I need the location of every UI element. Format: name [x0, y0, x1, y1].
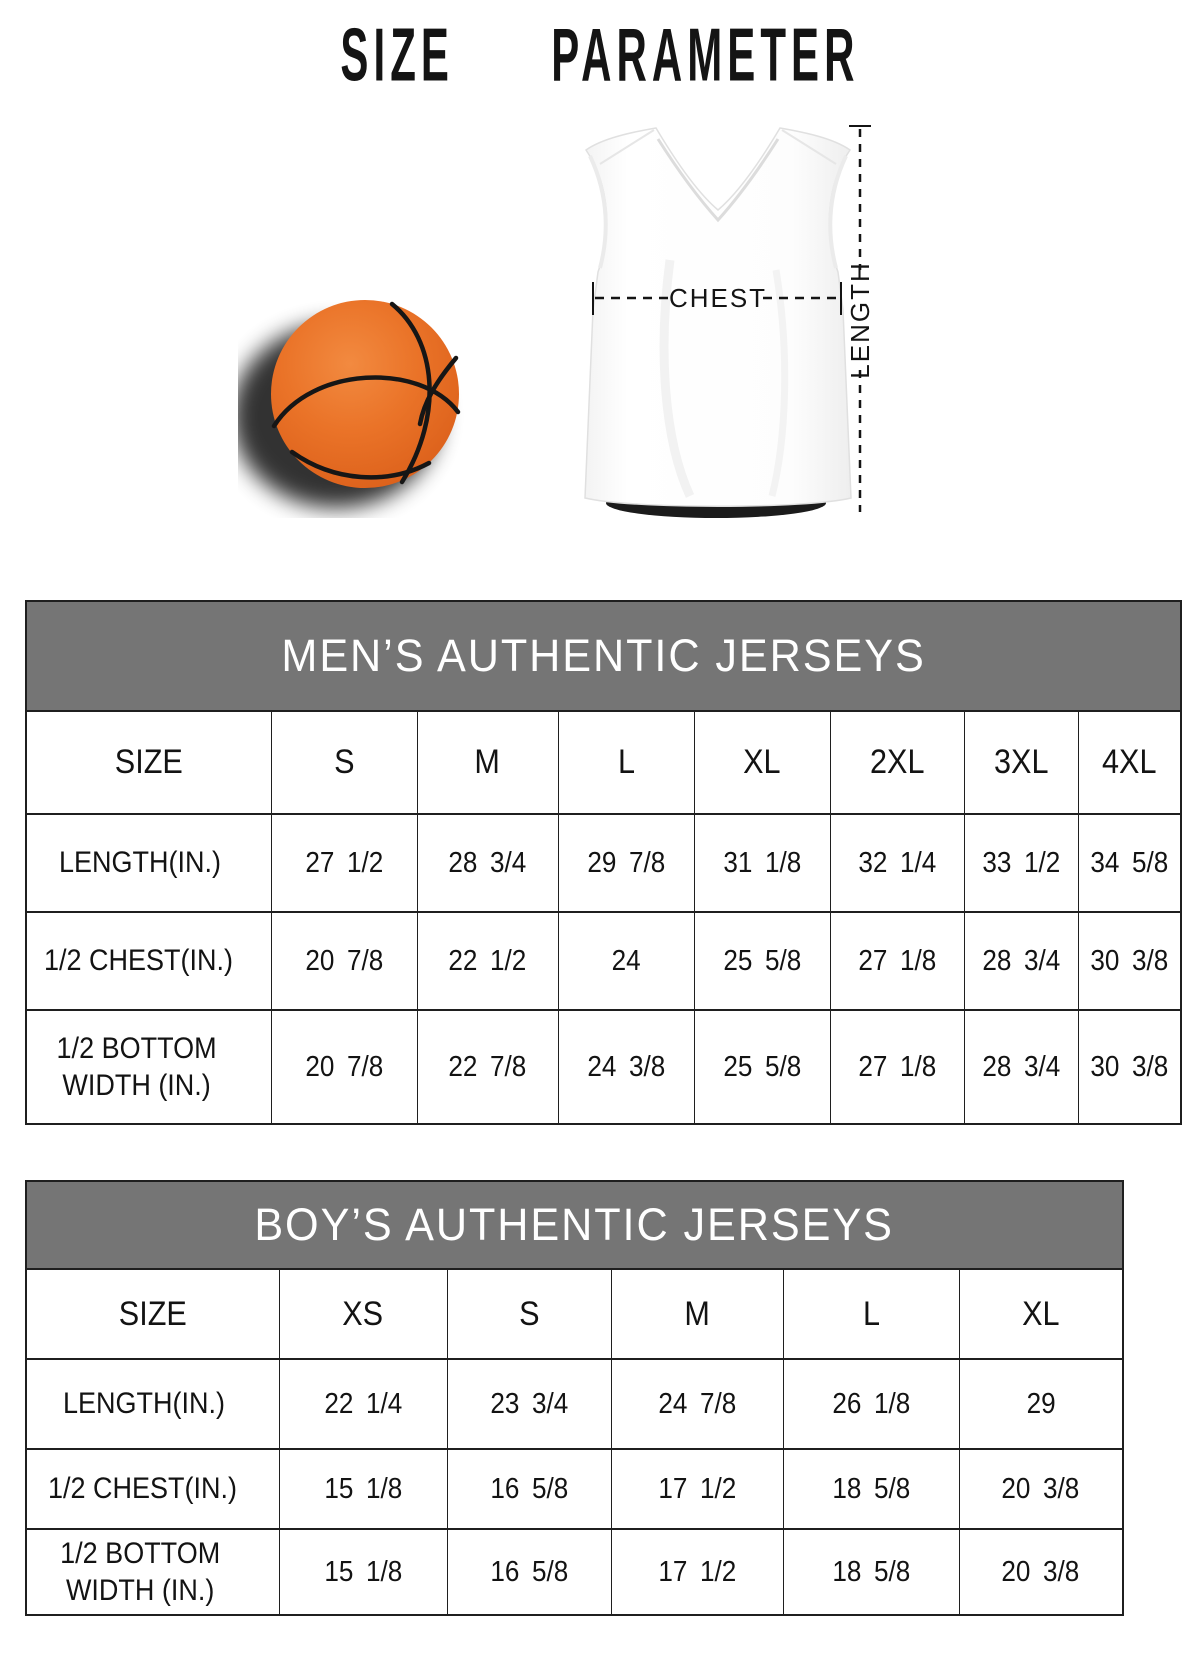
row-label-cell: LENGTH(IN.)	[26, 814, 271, 912]
size-value-cell: 27 1/2	[271, 814, 417, 912]
size-column-header: 2XL	[830, 711, 964, 814]
size-column-header: XL	[959, 1269, 1123, 1359]
size-value-cell: 28 3/4	[964, 912, 1078, 1010]
size-value-cell: 20 3/8	[959, 1449, 1123, 1529]
mens-size-table	[25, 600, 1182, 1125]
size-column-header: L	[783, 1269, 959, 1359]
size-label-cell: SIZE	[26, 1269, 279, 1359]
jersey-front-diagram	[548, 110, 910, 524]
row-label-cell: 1/2 BOTTOM WIDTH (IN.)	[26, 1010, 271, 1124]
size-value-cell: 18 5/8	[783, 1529, 959, 1615]
table-row	[26, 1181, 1123, 1269]
length-label: LENGTH	[845, 261, 875, 379]
table-row	[26, 1529, 1123, 1615]
size-value-cell: 16 5/8	[447, 1449, 611, 1529]
basketball-image	[238, 256, 500, 518]
row-label-cell: LENGTH(IN.)	[26, 1359, 279, 1449]
size-value-cell: 17 1/2	[611, 1529, 783, 1615]
size-column-header: S	[447, 1269, 611, 1359]
size-value-cell: 31 1/8	[694, 814, 830, 912]
size-column-header: XS	[279, 1269, 447, 1359]
size-value-cell: 20 7/8	[271, 912, 417, 1010]
size-value-cell: 22 1/4	[279, 1359, 447, 1449]
row-label-cell: 1/2 CHEST(IN.)	[26, 1449, 279, 1529]
size-value-cell: 18 5/8	[783, 1449, 959, 1529]
jersey-body	[585, 128, 851, 506]
size-column-header: 4XL	[1078, 711, 1181, 814]
table-row	[26, 912, 1181, 1010]
boys-table-title: BOY’S AUTHENTIC JERSEYS	[26, 1181, 1123, 1269]
size-value-cell: 29 7/8	[558, 814, 694, 912]
size-label-cell: SIZE	[26, 711, 271, 814]
size-value-cell: 30 3/8	[1078, 1010, 1181, 1124]
size-value-cell: 25 5/8	[694, 1010, 830, 1124]
size-value-cell: 30 3/8	[1078, 912, 1181, 1010]
row-label-cell: 1/2 BOTTOM WIDTH (IN.)	[26, 1529, 279, 1615]
size-value-cell: 32 1/4	[830, 814, 964, 912]
row-label-cell: 1/2 CHEST(IN.)	[26, 912, 271, 1010]
size-value-cell: 33 1/2	[964, 814, 1078, 912]
size-value-cell: 22 7/8	[417, 1010, 558, 1124]
chest-label: CHEST	[668, 283, 768, 313]
size-value-cell: 28 3/4	[964, 1010, 1078, 1124]
size-value-cell: 24 7/8	[611, 1359, 783, 1449]
boys-size-table	[25, 1180, 1124, 1616]
size-value-cell: 28 3/4	[417, 814, 558, 912]
page-title	[0, 13, 1200, 97]
size-value-cell: 34 5/8	[1078, 814, 1181, 912]
size-value-cell: 27 1/8	[830, 1010, 964, 1124]
size-value-cell: 24	[558, 912, 694, 1010]
size-value-cell: 29	[959, 1359, 1123, 1449]
table-row	[26, 1010, 1181, 1124]
size-value-cell: 27 1/8	[830, 912, 964, 1010]
size-value-cell: 23 3/4	[447, 1359, 611, 1449]
table-row	[26, 1449, 1123, 1529]
table-row	[26, 814, 1181, 912]
size-value-cell: 22 1/2	[417, 912, 558, 1010]
size-value-cell: 15 1/8	[279, 1449, 447, 1529]
table-row	[26, 1359, 1123, 1449]
size-value-cell: 16 5/8	[447, 1529, 611, 1615]
size-value-cell: 20 3/8	[959, 1529, 1123, 1615]
table-row	[26, 711, 1181, 814]
size-value-cell: 25 5/8	[694, 912, 830, 1010]
size-value-cell: 26 1/8	[783, 1359, 959, 1449]
size-column-header: M	[611, 1269, 783, 1359]
table-row	[26, 1269, 1123, 1359]
size-value-cell: 15 1/8	[279, 1529, 447, 1615]
size-value-cell: 17 1/2	[611, 1449, 783, 1529]
basketball-ball	[271, 300, 459, 488]
size-column-header: L	[558, 711, 694, 814]
size-value-cell: 24 3/8	[558, 1010, 694, 1124]
table-row	[26, 601, 1181, 711]
size-column-header: M	[417, 711, 558, 814]
mens-table-title: MEN’S AUTHENTIC JERSEYS	[26, 601, 1181, 711]
size-column-header: XL	[694, 711, 830, 814]
size-column-header: 3XL	[964, 711, 1078, 814]
size-value-cell: 20 7/8	[271, 1010, 417, 1124]
size-column-header: S	[271, 711, 417, 814]
page-title-text: SIZE PARAMETER	[340, 13, 860, 97]
